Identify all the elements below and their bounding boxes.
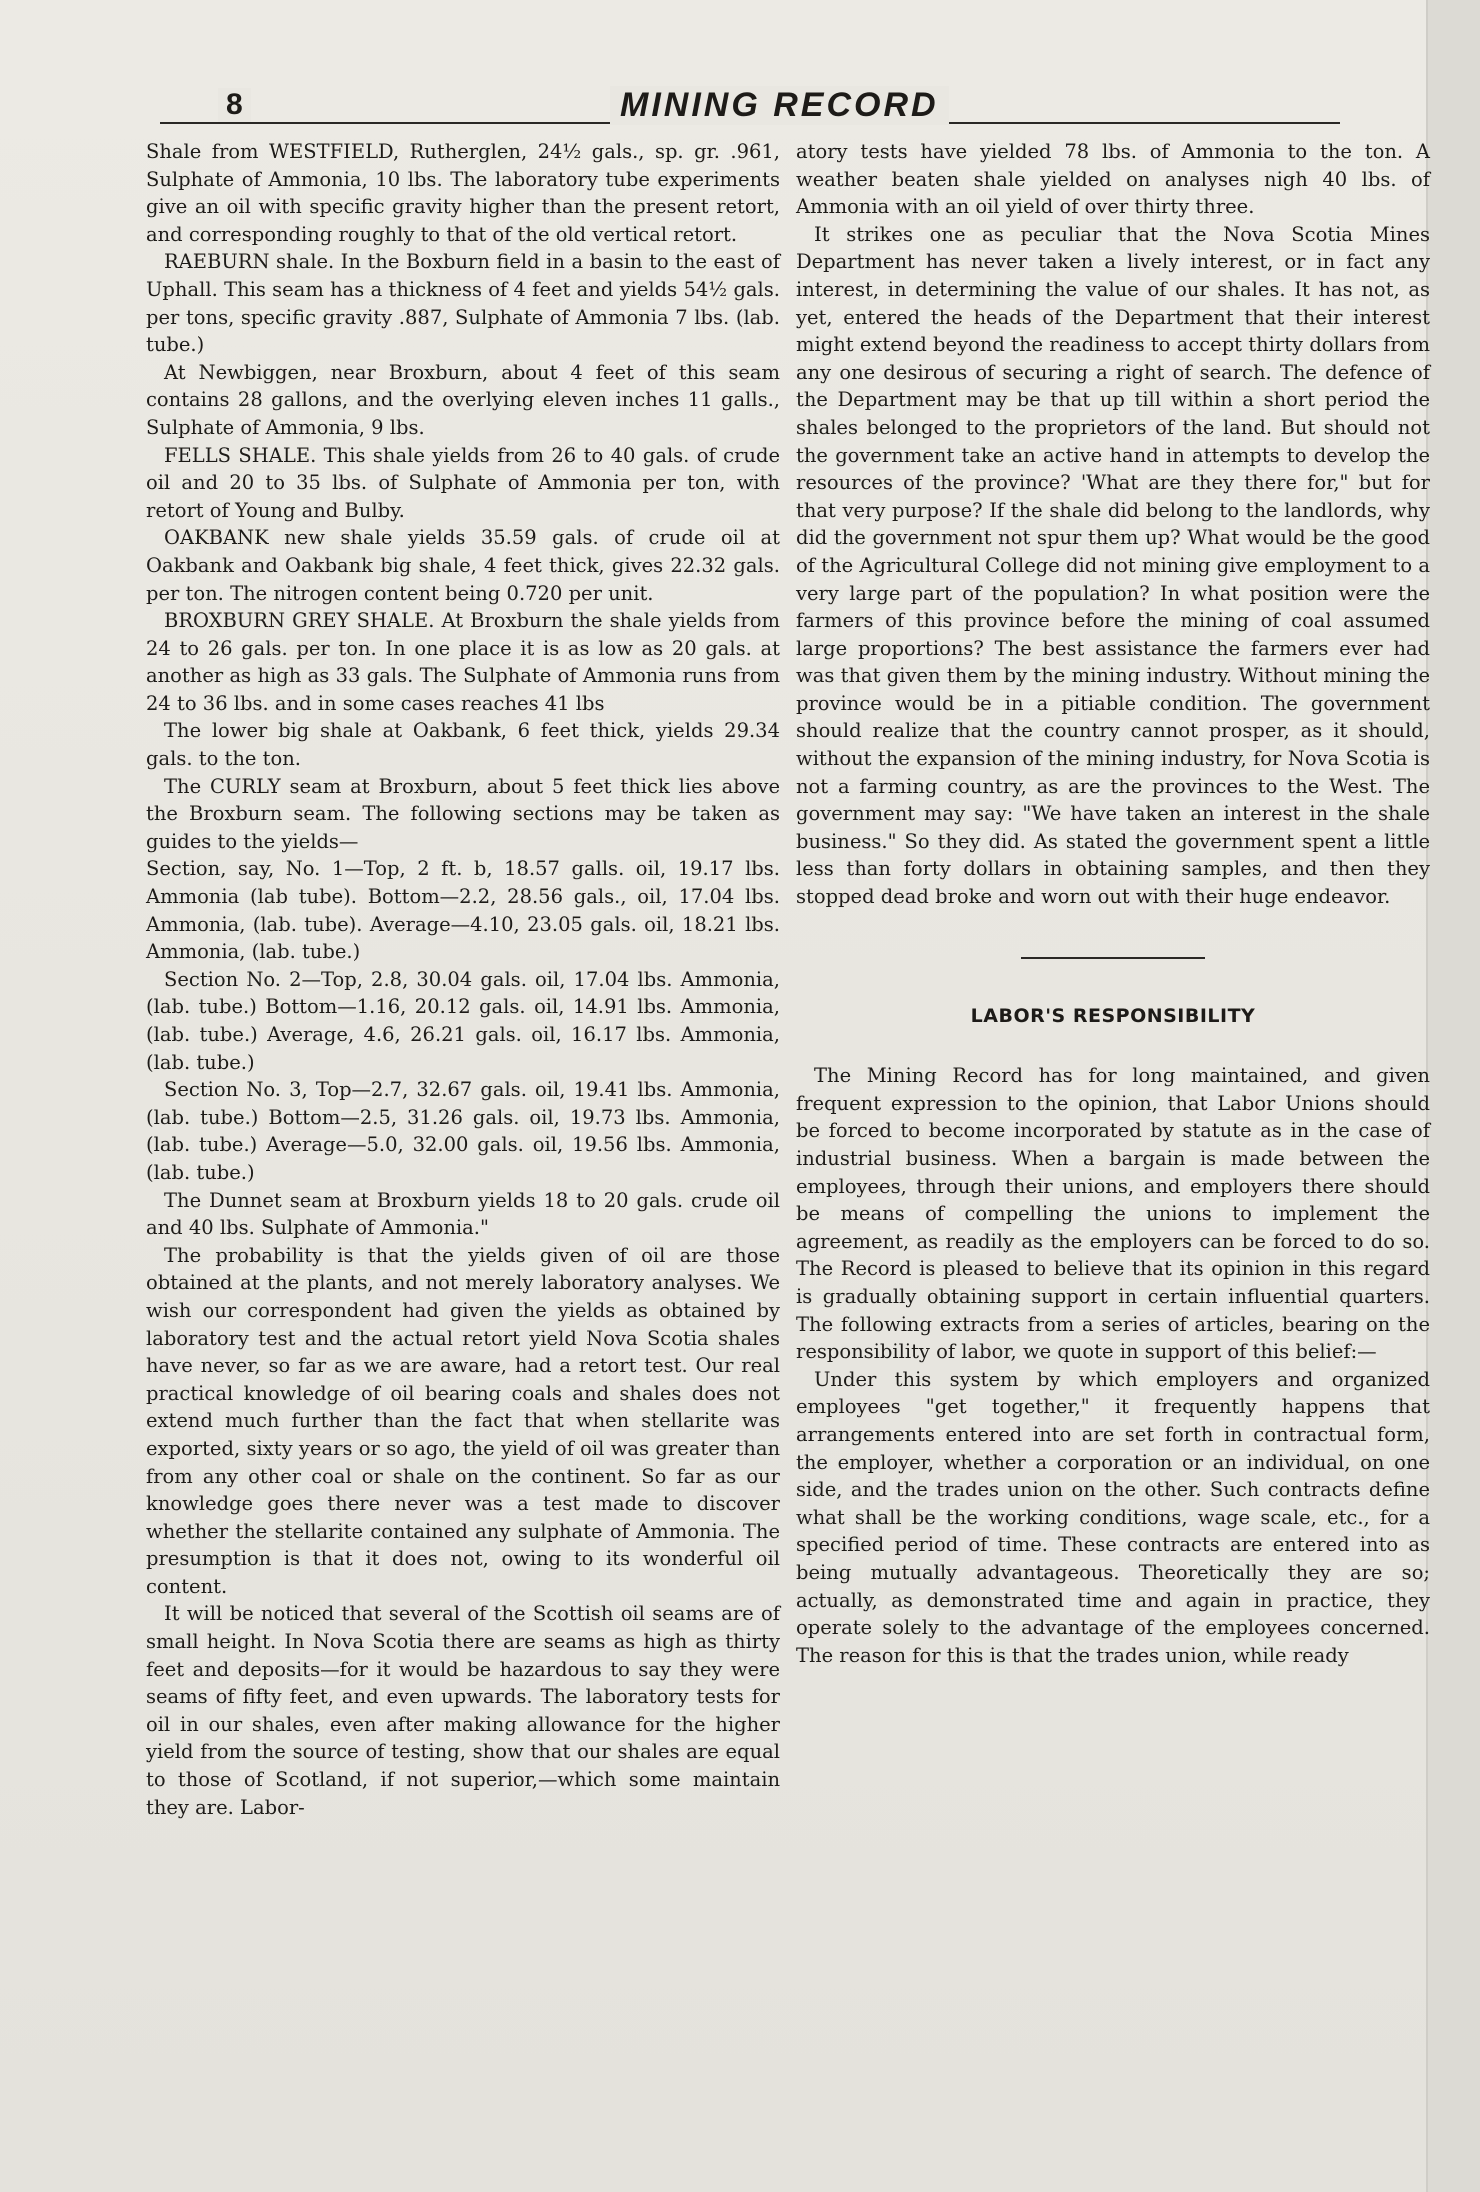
paragraph-broxburn-grey: BROXBURN GREY SHALE. At Broxburn the shale yields from 24 to 26 gals. per ton. In one place it is as low as 20 gals. at another as high as 33 gals. The Sulphate of Ammonia runs from 24 to 36 lbs. and in some cases reaches 41 lbs <box>146 609 780 715</box>
paragraph-probability: The probability is that the yields given of oil are those obtained at the plants, and not merely laboratory analyses. We wish our correspondent had given the yields as obtained by laboratory test and the actual retort yield Nova Scotia shales have never, so far as we are aware, had a retort test. Our real practical knowledge of oil bearing coals and shales does not extend much further than the fact that when stellarite was exported, sixty years or so ago, the yield of oil was greater than from any other coal or shale on the continent. So far as our knowledge goes there never was a test made to discover whether the stellarite contained any sulphate of Ammonia. The presumption is that it does not, owing to its wonderful oil content. <box>146 1243 780 1598</box>
paragraph-newbiggen: At Newbiggen, near Broxburn, about 4 feet of this seam contains 28 gallons, and the overlying eleven inches 11 galls., Sulphate of Ammonia, 9 lbs. <box>146 360 780 439</box>
paragraph-westfield: Shale from WESTFIELD, Rutherglen, 24½ gals., sp. gr. .961, Sulphate of Ammonia, 10 lbs. The laboratory tube experiments give an oil with specific gravity higher than the present retort, and corresponding roughly to that of the old vertical retort. <box>146 140 780 246</box>
paragraph-scottish-seams: It will be noticed that several of the Scottish oil seams are of small height. In Nova Scotia there are seams as high as thirty feet and deposits—for it would be hazardous to say they were seams of fifty feet, and even upwards. The laboratory tests for oil in our shales, even after making allowance for the higher yield from the source of testing, show that our shales are equal to those of Scotland, if not superior,—which some maintain they are. Labor- <box>146 1602 780 1819</box>
paragraph-lower-big-shale: The lower big shale at Oakbank, 6 feet thick, yields 29.34 gals. to the ton. <box>146 719 780 771</box>
page-number: 8 <box>218 88 251 122</box>
page-edge-strip <box>1426 0 1480 2192</box>
page-header <box>160 88 1340 128</box>
masthead-title: MINING RECORD <box>610 86 949 125</box>
paragraph-section-3: Section No. 3, Top—2.7, 32.67 gals. oil, 19.41 lbs. Ammonia, (lab. tube.) Bottom—2.5, 31.26 gals. oil, 19.73 lbs. Ammonia, (lab. tube.) Average—5.0, 32.00 gals. oil, 19.56 lbs. Ammonia, (lab. tube.) <box>146 1078 780 1184</box>
section-divider <box>1021 957 1205 959</box>
right-column <box>796 138 1430 1669</box>
paragraph-under-this-system: Under this system by which employers and organized employees "get together," it frequently happens that arrangements entered into are set forth in contractual form, the employer, whether a corporation or an individual, on one side, and the trades union on the other. Such contracts define what shall be the working conditions, wage scale, etc., for a specified period of time. These contracts are entered into as being mutually advantageous. Theoretically they are so; actually, as demonstrated time and again in practice, they operate solely to the advantage of the employees concerned. The reason for this is that the trades union, while ready <box>796 1367 1430 1667</box>
paragraph-section-1: Section, say, No. 1—Top, 2 ft. b, 18.57 galls. oil, 19.17 lbs. Ammonia (lab tube). Bottom—2.2, 28.56 gals., oil, 17.04 lbs. Ammonia, (lab. tube). Average—4.10, 23.05 gals. oil, 18.21 lbs. Ammonia, (lab. tube.) <box>146 857 780 964</box>
paragraph-curly-seam: The CURLY seam at Broxburn, about 5 feet thick lies above the Broxburn seam. The following sections may be taken as guides to the yields— <box>146 774 780 853</box>
paragraph-section-2: Section No. 2—Top, 2.8, 30.04 gals. oil, 17.04 lbs. Ammonia, (lab. tube.) Bottom—1.16, 20.12 gals. oil, 14.91 lbs. Ammonia, (lab. tube.) Average, 4.6, 26.21 gals. oil, 16.17 lbs. Ammonia, (lab. tube.) <box>146 967 780 1074</box>
paragraph-continuation: atory tests have yielded 78 lbs. of Ammonia to the ton. A weather beaten shale yielded on analyses nigh 40 lbs. of Ammonia with an oil yield of over thirty three. <box>796 140 1430 219</box>
left-column <box>146 138 780 1821</box>
paragraph-fells-shale: FELLS SHALE. This shale yields from 26 to 40 gals. of crude oil and 20 to 35 lbs. of Sulphate of Ammonia per ton, with retort of Young and Bulby. <box>146 443 780 522</box>
paragraph-mines-department: It strikes one as peculiar that the Nova Scotia Mines Department has never taken a lively interest, or in fact any interest, in determining the value of our shales. It has not, as yet, entered the heads of the Department that their interest might extend beyond the readiness to accept thirty dollars from any one desirous of securing a right of search. The defence of the Department may be that up till within a short period the shales belonged to the proprietors of the land. But should not the government take an active hand in attempts to develop the resources of the province? 'What are they there for," but for that very purpose? If the shale did belong to the landlords, why did the government not spur them up? What would be the good of the Agricultural College did not mining give employment to a very large part of the population? In what position were the farmers of this province before the mining of coal assumed large proportions? The best assistance the farmers ever had was that given them by the mining industry. Without mining the province would be in a pitiable condition. The government should realize that the country cannot prosper, as it should, without the expansion of the mining industry, for Nova Scotia is not a farming country, as are the provinces to the West. The government may say: "We have taken an interest in the shale business." So they did. As stated the government spent a little less than forty dollars in obtaining samples, and then they stopped dead broke and worn out with their huge endeavor. <box>796 222 1430 909</box>
paragraph-oakbank: OAKBANK new shale yields 35.59 gals. of crude oil at Oakbank and Oakbank big shale, 4 feet thick, gives 22.32 gals. per ton. The nitrogen content being 0.720 per unit. <box>146 526 780 605</box>
paragraph-raeburn: RAEBURN shale. In the Boxburn field in a basin to the east of Uphall. This seam has a thickness of 4 feet and yields 54½ gals. per tons, specific gravity .887, Sulphate of Ammonia 7 lbs. (lab. tube.) <box>146 250 780 357</box>
paragraph-dunnet-seam: The Dunnet seam at Broxburn yields 18 to 20 gals. crude oil and 40 lbs. Sulphate of Ammonia." <box>146 1188 780 1240</box>
section-heading: LABOR'S RESPONSIBILITY <box>970 1004 1256 1027</box>
paragraph-mining-record-opinion: The Mining Record has for long maintained, and given frequent expression to the opinion, that Labor Unions should be forced to become incorporated by statute as in the case of industrial business. When a bargain is made between the employees, through their unions, and employers there should be means of compelling the unions to implement the agreement, as readily as the employers can be forced to do so. The Record is pleased to believe that its opinion in this regard is gradually obtaining support in certain influential quarters. The following extracts from a series of articles, bearing on the responsibility of labor, we quote in support of this belief:— <box>796 1064 1430 1364</box>
